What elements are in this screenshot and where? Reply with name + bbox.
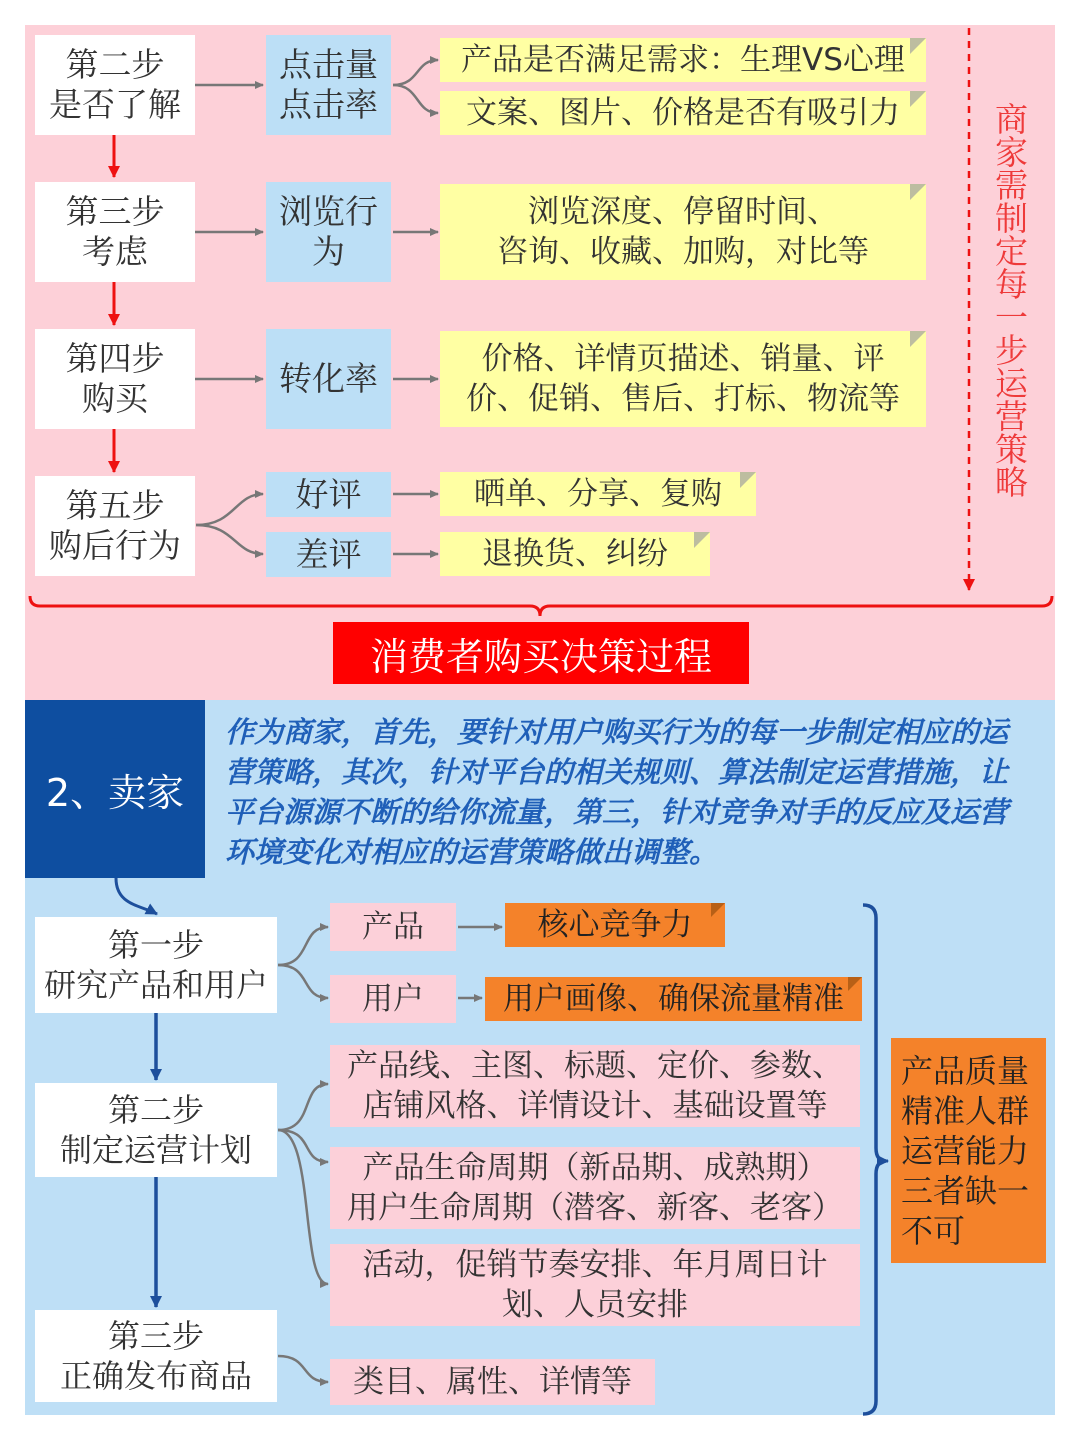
edge-sstep3-publish [278, 1356, 328, 1382]
plan-item-2-line-1: 产品生命周期（新品期、成熟期） [362, 1150, 828, 1186]
plan-item-1 [330, 1045, 860, 1127]
note-copy [440, 91, 926, 135]
consumer-step-5 [35, 476, 195, 576]
metric-browse-line-1: 浏览行 [279, 192, 378, 231]
note-browse-line-2: 咨询、收藏、加购，对比等 [497, 234, 869, 270]
note-share [440, 472, 756, 516]
publish-box [330, 1359, 655, 1405]
edge-click-copy [393, 85, 438, 113]
note-purchase-line-1: 价格、详情页描述、销量、评 [481, 341, 885, 377]
edge-plan-1 [278, 1084, 328, 1130]
consumer-step-2 [35, 35, 195, 135]
consumer-step-4 [35, 329, 195, 429]
metric-browse-line-2: 为 [312, 232, 345, 271]
conclusion-line-5: 不可 [901, 1211, 966, 1250]
plan-item-3-line-1: 活动，促销节奏安排、年月周日计 [362, 1247, 828, 1283]
note-purchase [440, 331, 926, 427]
plan-item-2 [330, 1147, 860, 1229]
metric-good-review [266, 472, 391, 517]
metric-clicks-line-1: 点击量 [279, 45, 378, 84]
process-brace [30, 596, 1052, 616]
note-dispute [440, 532, 710, 576]
note-need [440, 38, 926, 82]
edge-click-need [393, 60, 438, 85]
conclusion-box [891, 1038, 1046, 1263]
consumer-step-4-sub: 购买 [82, 379, 148, 418]
consumer-step-4-name: 第四步 [65, 339, 165, 378]
process-banner-text: 消费者购买决策过程 [369, 634, 712, 679]
edge-sstep1-product [278, 927, 328, 965]
seller-user-label: 用户 [362, 981, 424, 1017]
edge-plan-2 [278, 1130, 328, 1162]
user-persona-text: 用户画像、确保流量精准 [503, 981, 844, 1017]
conclusion-line-1: 产品质量 [901, 1051, 1030, 1090]
consumer-step-3 [35, 182, 195, 282]
edge-plan-3 [278, 1130, 328, 1284]
note-dispute-text: 退换货、纠纷 [482, 536, 668, 572]
plan-item-2-line-2: 用户生命周期（潜客、新客、老客） [347, 1190, 843, 1226]
seller-step-3-sub: 正确发布商品 [59, 1357, 252, 1395]
edge-step5-good [196, 494, 263, 525]
strategy-vertical-label: 商家需制定每一步运营策略 [990, 102, 1029, 498]
seller-user-box [330, 975, 456, 1023]
process-banner [333, 622, 749, 684]
seller-intro: 作为商家，首先，要针对用户购买行为的每一步制定相应的运营策略，其次，针对平台的相关规则、算法制定运营措施，让平台源源不断的给你流量，第三，针对竞争对手的反应及运营环境变化对相应的运营策略做出调整。 [225, 715, 1009, 869]
consumer-step-5-sub: 购后行为 [49, 526, 181, 565]
edge-step5-bad [196, 525, 263, 554]
metric-conversion-label: 转化率 [279, 359, 378, 398]
note-browse [440, 184, 926, 280]
user-persona-box [485, 977, 862, 1021]
metric-bad-review [266, 532, 391, 577]
publish-text: 类目、属性、详情等 [353, 1364, 632, 1400]
plan-item-3 [330, 1244, 860, 1326]
seller-step-3 [35, 1310, 277, 1402]
metric-good-review-label: 好评 [295, 474, 362, 514]
conclusion-line-4: 三者缺一 [901, 1171, 1030, 1210]
consumer-step-2-name: 第二步 [65, 45, 165, 84]
metric-browse [266, 182, 391, 282]
seller-step-1-name: 第一步 [107, 926, 204, 964]
note-share-text: 晒单、分享、复购 [474, 476, 722, 512]
seller-step-2 [35, 1083, 277, 1177]
seller-step-3-name: 第三步 [107, 1317, 204, 1355]
edge-seller-step1 [116, 878, 157, 914]
note-need-text: 产品是否满足需求：生理VS心理 [461, 42, 905, 78]
seller-title: 2、卖家 [45, 770, 185, 815]
metric-bad-review-label: 差评 [295, 534, 362, 574]
plan-item-1-line-1: 产品线、主图、标题、定价、参数、 [347, 1048, 843, 1084]
seller-product-label: 产品 [362, 909, 424, 945]
edge-sstep1-user [278, 965, 328, 998]
note-copy-text: 文案、图片、价格是否有吸引力 [466, 95, 900, 131]
conclusion-line-3: 运营能力 [901, 1131, 1030, 1170]
seller-title-box [25, 700, 205, 878]
metric-clicks [266, 35, 391, 135]
conclusion-line-2: 精准人群 [901, 1091, 1030, 1130]
plan-item-3-line-2: 划、人员安排 [502, 1287, 688, 1323]
core-competitiveness-box [505, 903, 725, 947]
metric-clicks-line-2: 点击率 [279, 85, 378, 124]
seller-step-1 [35, 917, 277, 1013]
plan-item-1-line-2: 店铺风格、详情设计、基础设置等 [362, 1088, 828, 1124]
core-competitiveness-text: 核心竞争力 [537, 907, 693, 943]
seller-step-2-name: 第二步 [107, 1091, 204, 1129]
consumer-step-3-name: 第三步 [65, 192, 165, 231]
metric-conversion [266, 329, 391, 429]
seller-step-2-sub: 制定运营计划 [59, 1131, 252, 1169]
seller-product-box [330, 903, 456, 951]
consumer-step-5-name: 第五步 [65, 486, 165, 525]
seller-step-1-sub: 研究产品和用户 [43, 966, 268, 1004]
consumer-step-2-sub: 是否了解 [49, 85, 181, 124]
consumer-step-3-sub: 考虑 [82, 232, 148, 271]
note-browse-line-1: 浏览深度、停留时间、 [528, 194, 838, 230]
note-purchase-line-2: 价、促销、售后、打标、物流等 [466, 381, 900, 417]
